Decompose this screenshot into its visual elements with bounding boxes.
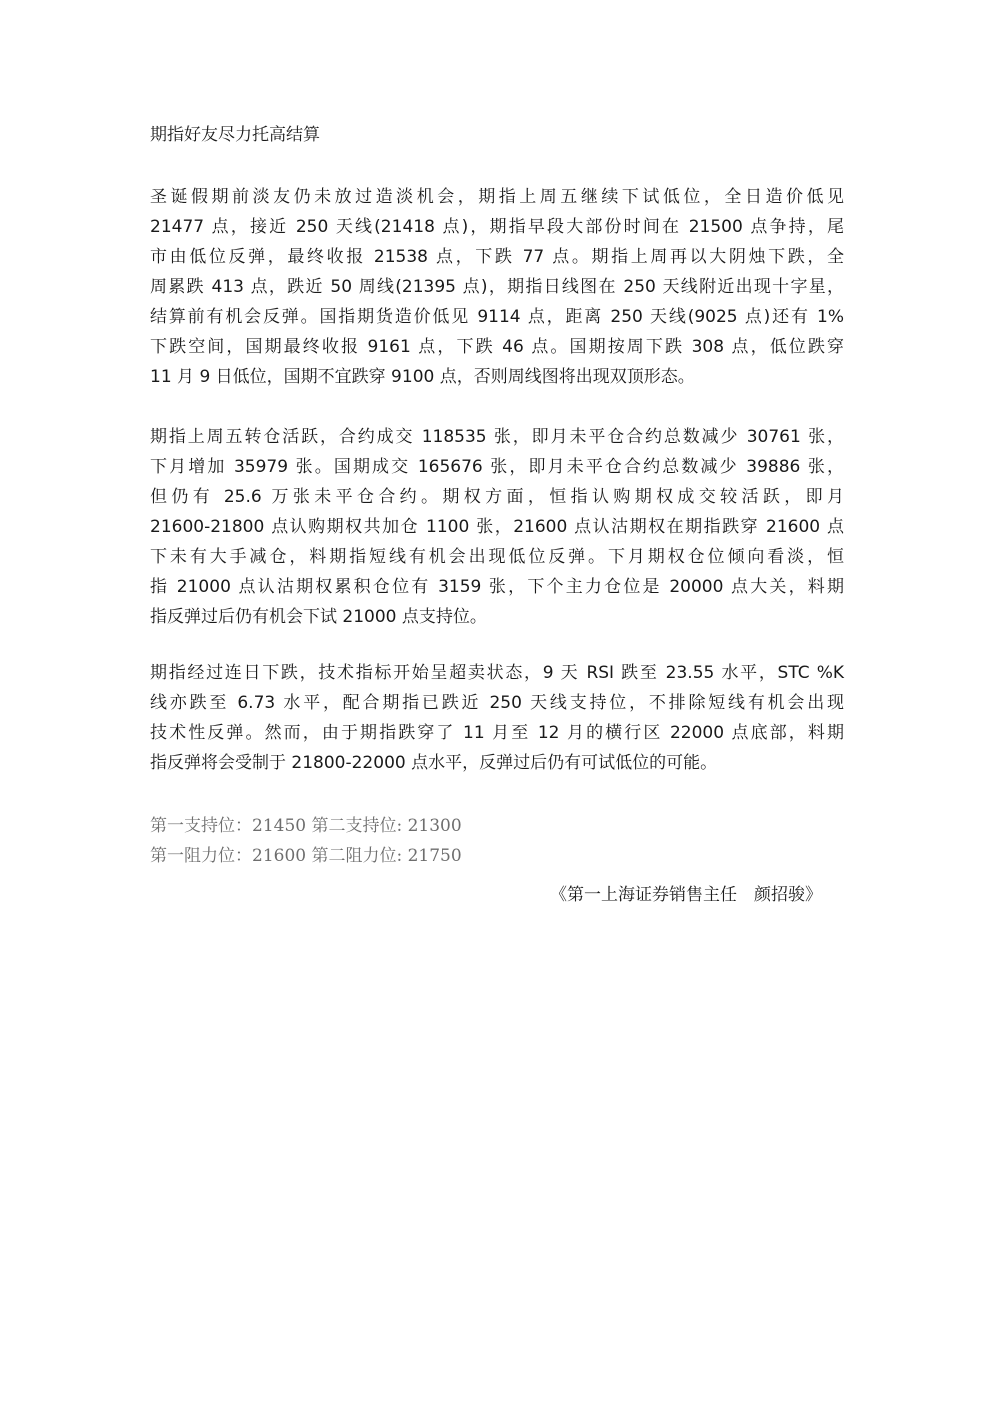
text-line: 周累跌 413 点，跌近 50 周线(21395 点)，期指日线图在 250 天线附近出现十字星， xyxy=(150,277,844,297)
paragraph-technical-analysis xyxy=(150,658,844,778)
text-line: 21600-21800 点认购期权共加仓 1100 张，21600 点认沽期权在期指跌穿 21600 点 xyxy=(150,517,844,537)
text-line: 但仍有 25.6 万张未平仓合约。期权方面，恒指认购期权成交较活跃，即月 xyxy=(150,487,844,507)
paragraph-open-interest xyxy=(150,422,844,632)
text-line: 指反弹过后仍有机会下试 21000 点支持位。 xyxy=(150,607,487,627)
text-line: 指反弹将会受制于 21800-22000 点水平，反弹过后仍有可试低位的可能。 xyxy=(150,753,718,773)
text-line: 指 21000 点认沽期权累积仓位有 3159 张，下个主力仓位是 20000 点大关，料期 xyxy=(150,577,844,597)
text-line: 期指经过连日下跌，技术指标开始呈超卖状态，9 天 RSI 跌至 23.55 水平，STC %K xyxy=(150,663,844,683)
document-title: 期指好友尽力托高结算 xyxy=(150,125,320,145)
text-line: 21477 点，接近 250 天线(21418 点)，期指早段大部份时间在 21500 点争持，尾 xyxy=(150,217,844,237)
text-line: 下跌空间，国期最终收报 9161 点，下跌 46 点。国期按周下跌 308 点，低位跌穿 xyxy=(150,337,844,357)
text-line: 11 月 9 日低位，国期不宜跌穿 9100 点，否则周线图将出现双顶形态。 xyxy=(150,367,695,387)
resistance-levels: 第一阻力位：21600 第二阻力位: 21750 xyxy=(150,846,462,866)
text-line: 线亦跌至 6.73 水平，配合期指已跌近 250 天线支持位，不排除短线有机会出现 xyxy=(150,693,844,713)
text-line: 技术性反弹。然而，由于期指跌穿了 11 月至 12 月的横行区 22000 点底部，料期 xyxy=(150,723,844,743)
support-resistance-levels xyxy=(150,811,462,871)
author-signature: 《第一上海证券销售主任 颜招骏》 xyxy=(550,885,822,905)
text-line: 结算前有机会反弹。国指期货造价低见 9114 点，距离 250 天线(9025 点)还有 1% xyxy=(150,307,844,327)
text-line: 下未有大手减仓，料期指短线有机会出现低位反弹。下月期权仓位倾向看淡，恒 xyxy=(150,547,844,567)
text-line: 圣诞假期前淡友仍未放过造淡机会，期指上周五继续下试低位，全日造价低见 xyxy=(150,187,844,207)
text-line: 下月增加 35979 张。国期成交 165676 张，即月未平仓合约总数减少 39886 张， xyxy=(150,457,844,477)
text-line: 市由低位反弹，最终收报 21538 点，下跌 77 点。期指上周再以大阴烛下跌，全 xyxy=(150,247,844,267)
support-levels: 第一支持位：21450 第二支持位: 21300 xyxy=(150,816,462,836)
text-line: 期指上周五转仓活跃，合约成交 118535 张，即月未平仓合约总数减少 30761 张， xyxy=(150,427,844,447)
paragraph-market-summary xyxy=(150,182,844,392)
